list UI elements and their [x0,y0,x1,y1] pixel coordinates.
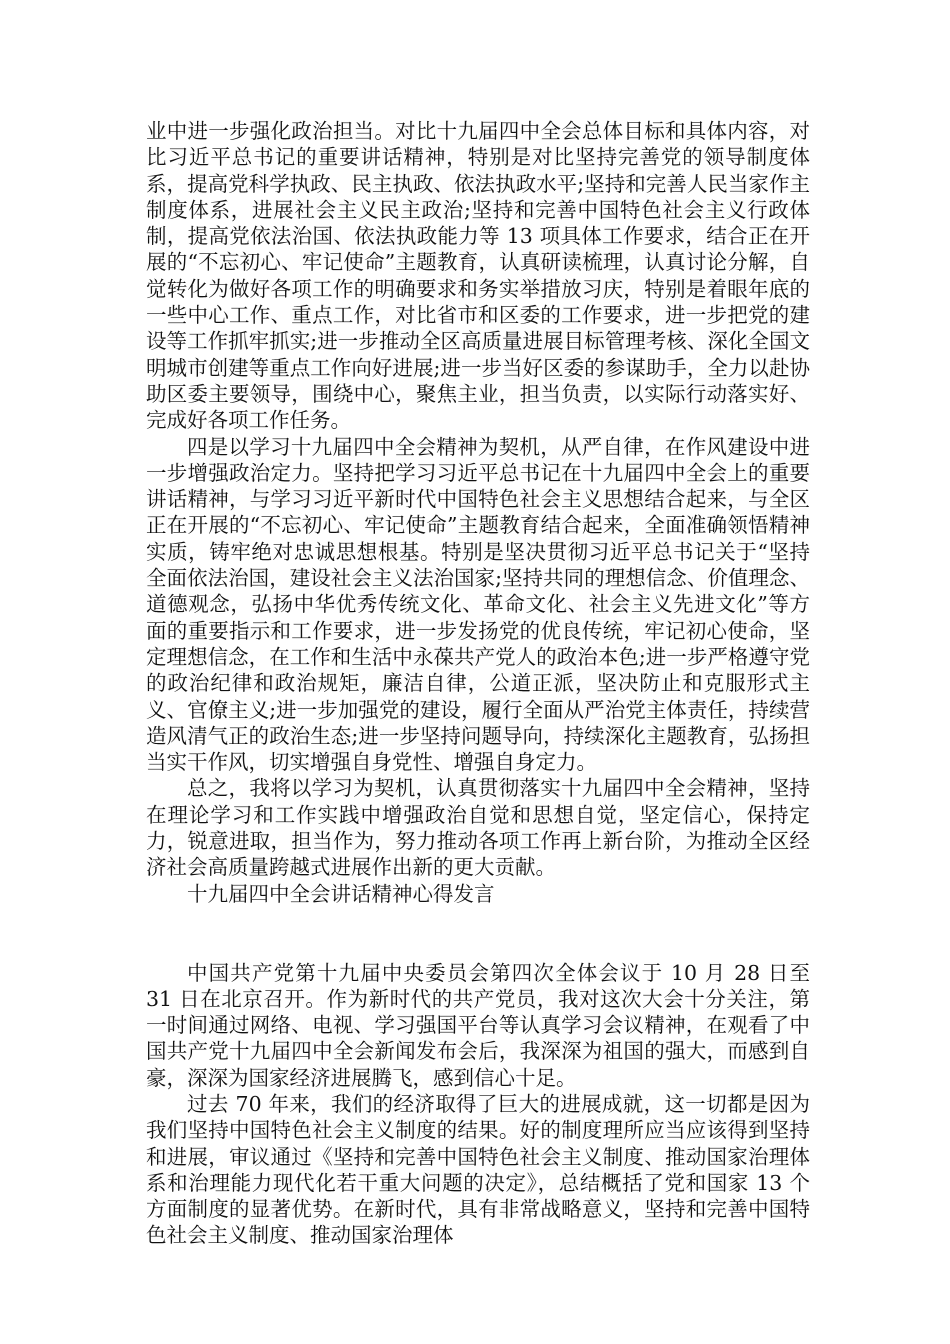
document-body [146,118,810,1249]
paragraph-conclusion: 总之，我将以学习为契机，认真贯彻落实十九届四中全会精神，坚持在理论学习和工作实践中增强政治自觉和思想自觉，坚定信心，保持定力，锐意进取，担当作为，努力推动各项工作再上新台阶，为推动全区经济社会高质量跨越式进展作出新的更大贡献。 [146,776,810,880]
paragraph-point-four: 四是以学习十九届四中全会精神为契机，从严自律，在作风建设中进一步增强政治定力。坚持把学习习近平总书记在十九届四中全会上的重要讲话精神，与学习习近平新时代中国特色社会主义思想结合起来，与全区正在开展的“不忘初心、牢记使命”主题教育结合起来，全面准确领悟精神实质，铸牢绝对忠诚思想根基。特别是坚决贯彻习近平总书记关于“坚持全面依法治国，建设社会主义法治国家;坚持共同的理想信念、价值理念、道德观念，弘扬中华优秀传统文化、革命文化、社会主义先进文化”等方面的重要指示和工作要求，进一步发扬党的优良传统，牢记初心使命，坚定理想信念，在工作和生活中永葆共产党人的政治本色;进一步严格遵守党的政治纪律和政治规矩，廉洁自律，公道正派，坚决防止和克服形式主义、官僚主义;进一步加强党的建设，履行全面从严治党主体责任，持续营造风清气正的政治生态;进一步坚持问题导向，持续深化主题教育，弘扬担当实干作风，切实增强自身党性、增强自身定力。 [146,434,810,775]
paragraph-continuation: 业中进一步强化政治担当。对比十九届四中全会总体目标和具体内容，对比习近平总书记的重要讲话精神，特别是对比坚持完善党的领导制度体系，提高党科学执政、民主执政、依法执政水平;坚持和完善人民当家作主制度体系，进展社会主义民主政治;坚持和完善中国特色社会主义行政体制，提高党依法治国、依法执政能力等 13 项具体工作要求，结合正在开展的“不忘初心、牢记使命”主题教育，认真研读梳理，认真讨论分解，自觉转化为做好各项工作的明确要求和务实举措放习庆，特别是着眼年底的一些中心工作、重点工作，对比省市和区委的工作要求，进一步把党的建设等工作抓牢抓实;进一步推动全区高质量进展目标管理考核、深化全国文明城市创建等重点工作向好进展;进一步当好区委的参谋助手，全力以赴协助区委主要领导，围绕中心，聚焦主业，担当负责，以实际行动落实好、完成好各项工作任务。 [146,119,810,433]
section-title: 十九届四中全会讲话精神心得发言 [187,881,495,906]
blank-gap [146,907,810,960]
paragraph-plenum-intro: 中国共产党第十九届中央委员会第四次全体会议于 10 月 28 日至 31 日在北京召开。作为新时代的共产党员，我对这次大会十分关注，第一时间通过网络、电视、学习强国平台等认真学习会议精神，在观看了中国共产党十九届四中全会新闻发布会后，我深深为祖国的强大，而感到自豪，深深为国家经济进展腾飞，感到信心十足。 [146,960,810,1090]
paragraph-seventy-years: 过去 70 年来，我们的经济取得了巨大的进展成就，这一切都是因为我们坚持中国特色社会主义制度的结果。好的制度理所应当应该得到坚持和进展，审议通过《坚持和完善中国特色社会主义制度、推动国家治理体系和治理能力现代化若干重大问题的决定》，总结概括了党和国家 13 个方面制度的显著优势。在新时代，具有非常战略意义，坚持和完善中国特色社会主义制度、推动国家治理体 [146,1091,810,1248]
